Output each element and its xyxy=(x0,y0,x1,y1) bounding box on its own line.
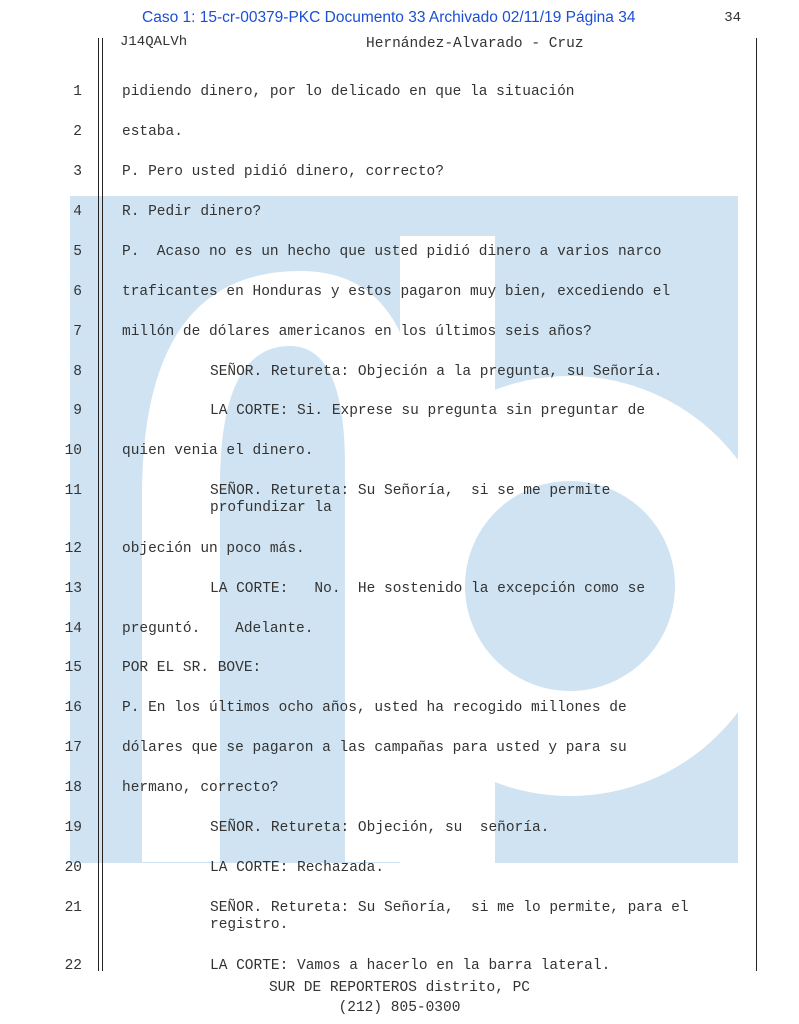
line-number: 18 xyxy=(64,780,82,796)
line-text: R. Pedir dinero? xyxy=(122,204,262,220)
line-text: P. Pero usted pidió dinero, correcto? xyxy=(122,164,444,180)
line-text: SEÑOR. Retureta: Objeción, su señoría. xyxy=(210,820,550,836)
line-text: quien venia el dinero. xyxy=(122,443,314,459)
line-number: 3 xyxy=(73,164,82,180)
line-text: POR EL SR. BOVE: xyxy=(122,660,262,676)
line-text: LA CORTE: Rechazada. xyxy=(210,860,385,876)
margin-rule-left-2 xyxy=(102,38,103,971)
margin-rule-left-1 xyxy=(98,38,99,971)
line-number: 21 xyxy=(64,900,82,916)
footer-reporter: SUR DE REPORTEROS distrito, PC xyxy=(268,980,531,996)
line-number: 14 xyxy=(64,621,82,637)
margin-rule-right xyxy=(756,38,757,971)
line-number: 10 xyxy=(64,443,82,459)
header-title: Hernández-Alvarado - Cruz xyxy=(366,36,584,52)
line-text: LA CORTE: Vamos a hacerlo en la barra lateral. xyxy=(210,958,611,974)
line-number: 15 xyxy=(64,660,82,676)
line-number: 2 xyxy=(73,124,82,140)
line-text: LA CORTE: Si. Exprese su pregunta sin preguntar de xyxy=(210,403,646,419)
line-number: 11 xyxy=(64,483,82,499)
line-text: SEÑOR. Retureta: Objeción a la pregunta, su Señoría. xyxy=(210,364,663,380)
line-number: 4 xyxy=(73,204,82,220)
line-text: preguntó. Adelante. xyxy=(122,621,314,637)
line-number: 19 xyxy=(64,820,82,836)
line-text: estaba. xyxy=(122,124,183,140)
line-number: 12 xyxy=(64,541,82,557)
line-text: hermano, correcto? xyxy=(122,780,279,796)
line-text: millón de dólares americanos en los últimos seis años? xyxy=(122,324,592,340)
line-number: 16 xyxy=(64,700,82,716)
line-number: 7 xyxy=(73,324,82,340)
line-number: 6 xyxy=(73,284,82,300)
line-number: 1 xyxy=(73,84,82,100)
line-text: dólares que se pagaron a las campañas para usted y para su xyxy=(122,740,627,756)
line-number: 8 xyxy=(73,364,82,380)
line-text: LA CORTE: No. He sostenido la excepción como se xyxy=(210,581,646,597)
footer-phone: (212) 805-0300 xyxy=(338,1000,461,1016)
line-text: P. Acaso no es un hecho que usted pidió dinero a varios narco xyxy=(122,244,662,260)
page-number: 34 xyxy=(724,10,741,26)
line-text: SEÑOR. Retureta: Su Señoría, si me lo permite, para el registro. xyxy=(210,900,689,933)
line-text: pidiendo dinero, por lo delicado en que la situación xyxy=(122,84,575,100)
line-text: objeción un poco más. xyxy=(122,541,305,557)
line-number: 22 xyxy=(64,958,82,974)
court-filing-stamp: Caso 1: 15-cr-00379-PKC Documento 33 Archivado 02/11/19 Página 34 xyxy=(142,9,636,26)
line-text: SEÑOR. Retureta: Su Señoría, si se me permite profundizar la xyxy=(210,483,611,516)
line-number: 9 xyxy=(73,403,82,419)
line-number: 17 xyxy=(64,740,82,756)
line-number: 13 xyxy=(64,581,82,597)
line-number: 5 xyxy=(73,244,82,260)
line-text: traficantes en Honduras y estos pagaron muy bien, excediendo el xyxy=(122,284,671,300)
line-number: 20 xyxy=(64,860,82,876)
line-text: P. En los últimos ocho años, usted ha recogido millones de xyxy=(122,700,627,716)
header-code: J14QALVh xyxy=(120,34,188,50)
